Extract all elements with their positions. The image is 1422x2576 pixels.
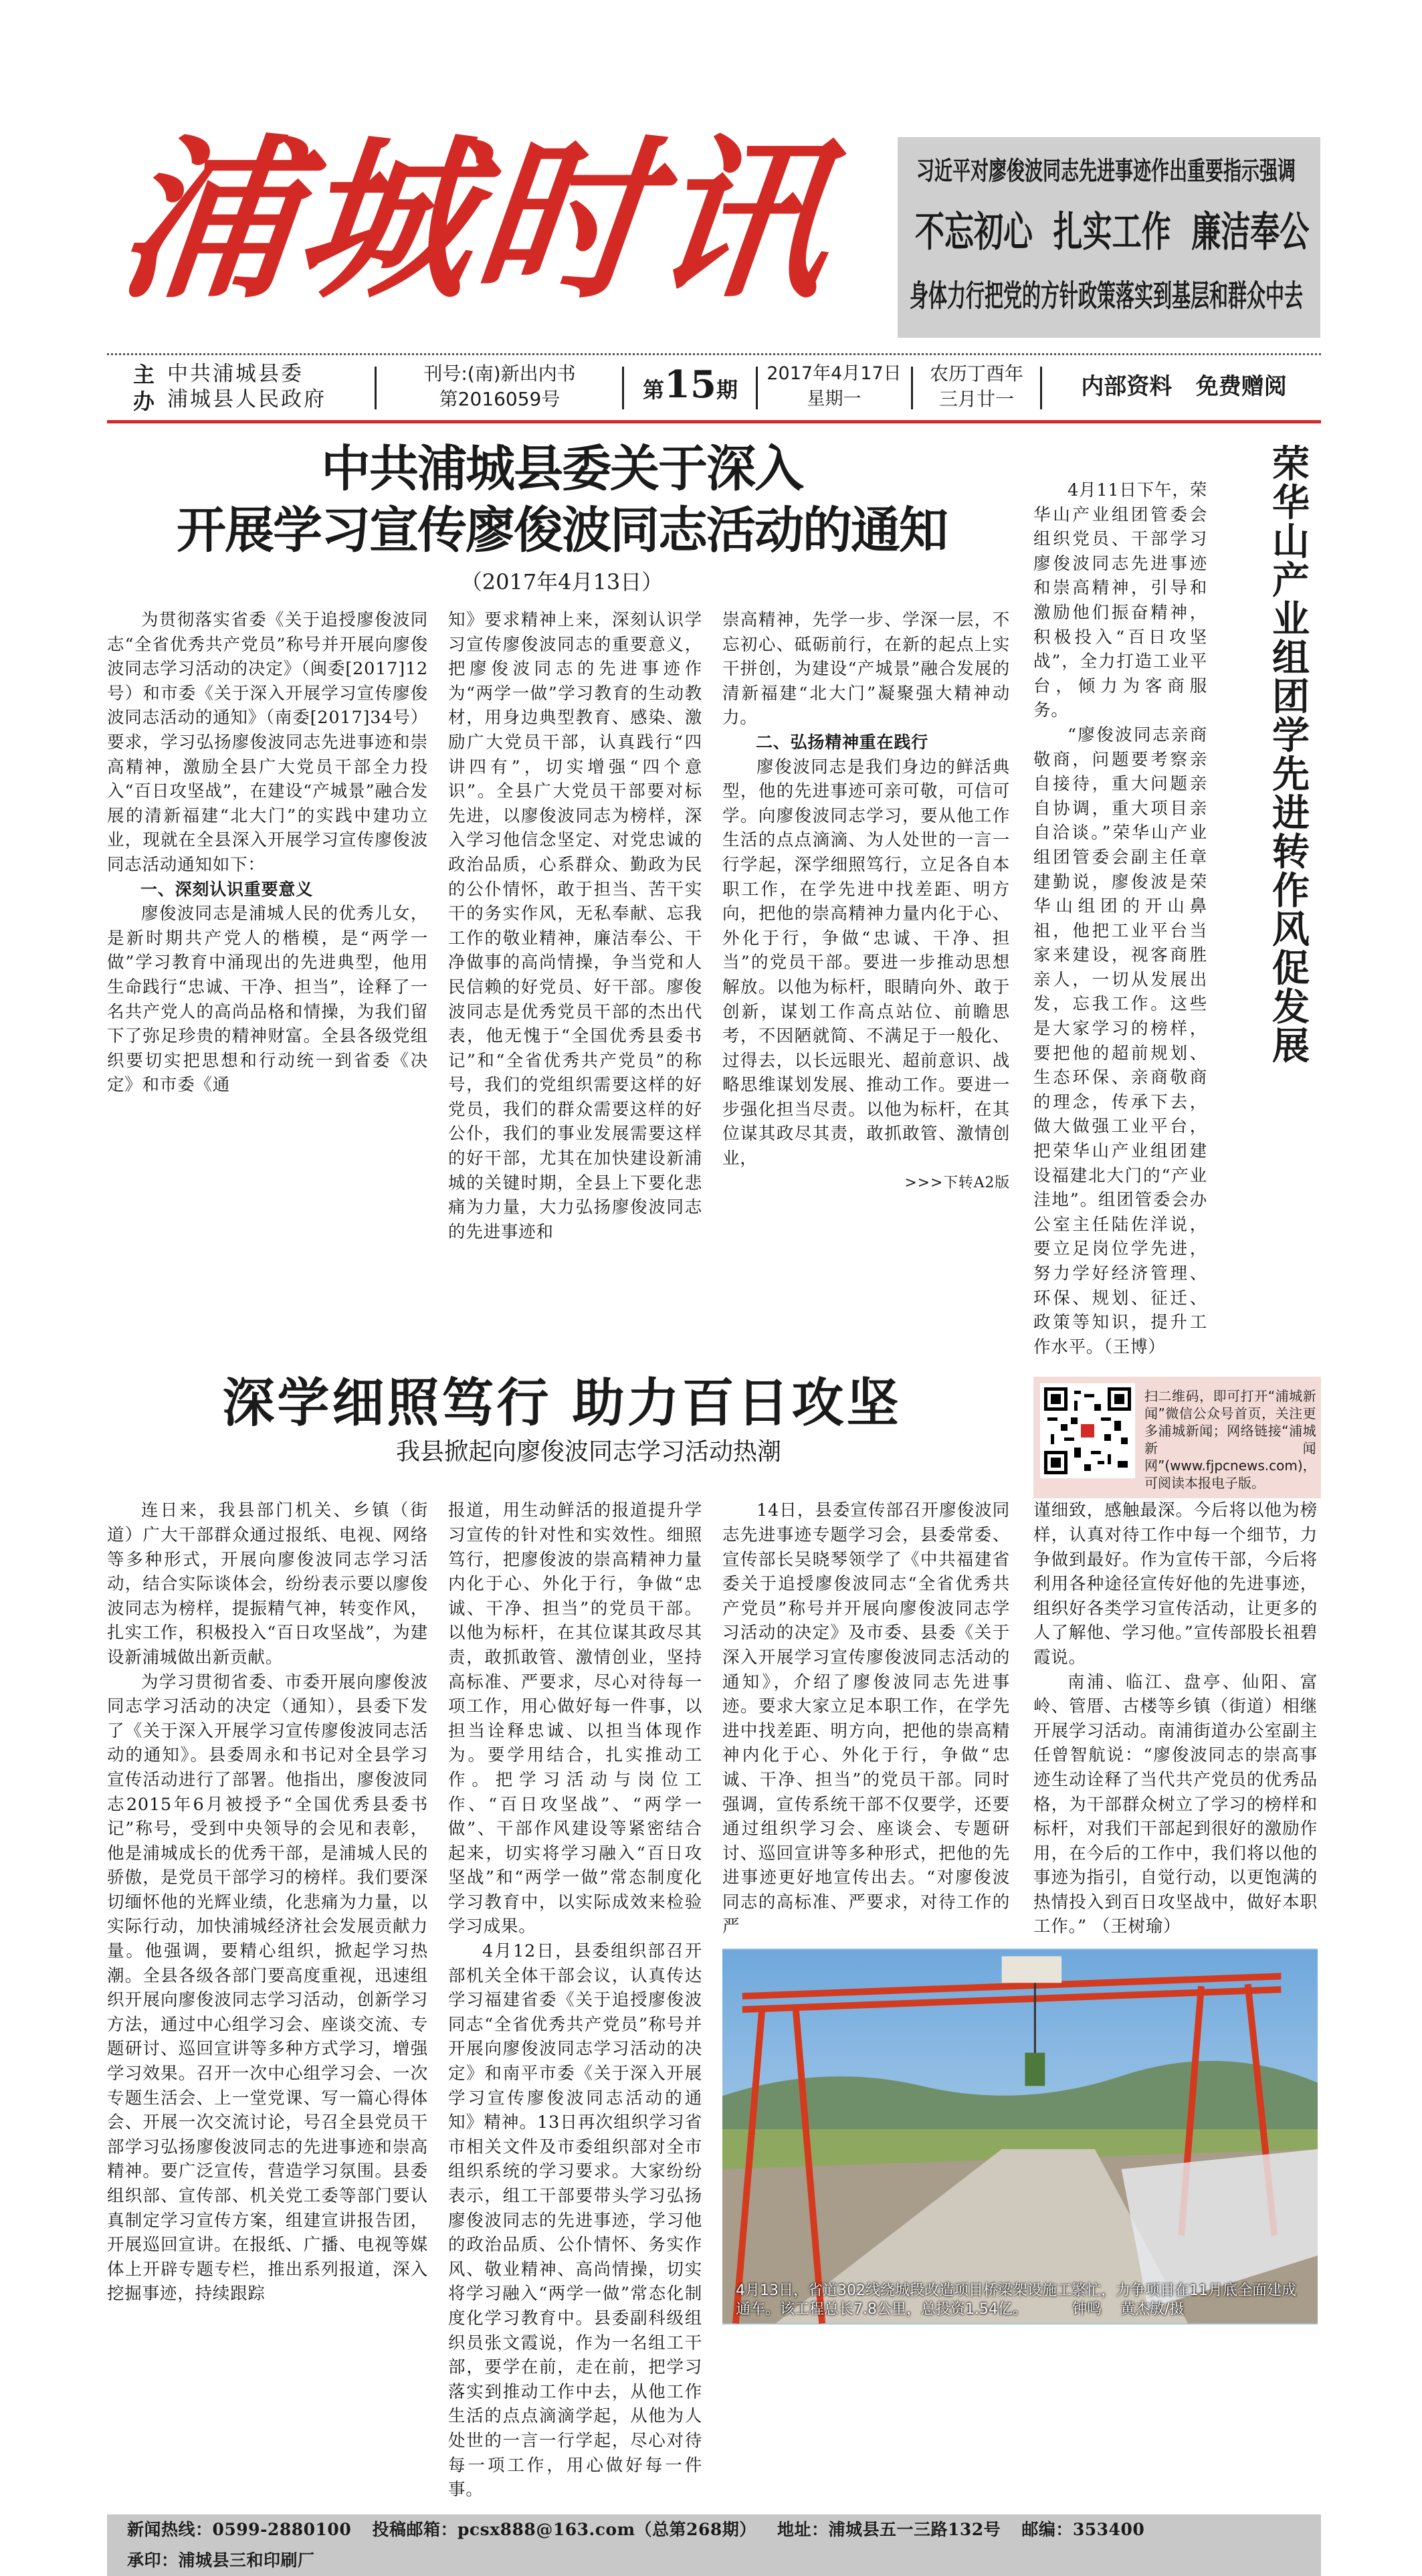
paragraph: 报道，用生动鲜活的报道提升学习宣传的针对性和实效性。细照笃行，把廖俊波的崇高精神力量内化于心、外化于行，争做“忠诚、干净、担当”的党员干部。以他为标杆，在其位谋其政尽其责，敢抓敢管、激情创业，坚持高标准、严要求，尽心对待每一项工作，用心做好每一件事，以担当诠释忠诚、以担当体现作为。要学用结合，扎实推动工作。把学习活动与岗位工作、“百日攻坚战”、“两学一做”、干部作风建设等紧密结合起来，切实将学习融入“百日攻坚战”和“两学一做”常态制度化学习教育中，以实际成效来检验学习成果。: [448, 1500, 702, 1937]
paragraph: 4月11日下午，荣华山产业组团管委会组织党员、干部学习廖俊波同志先进事迹和崇高精神，引导和激励他们振奋精神，积极投入“百日攻坚战”，全力打造工业平台，倾力为客商服务。: [1033, 480, 1207, 721]
paragraph: 14日，县委宣传部召开廖俊波同志先进事迹专题学习会，县委常委、宣传部长吴晓琴领学了《中共福建省委关于追授廖俊波同志“全省优秀共产党员”称号并开展向廖俊波同志学习活动的决定》及市委、县委《关于深入开展学习宣传廖俊波同志活动的通知》，介绍了廖俊波同志先进事迹。要求大家立足本职工作，在学先进中找差距、明方向，把他的崇高精神内化于心、外化于行，争做“忠诚、干净、担当”的党员干部。同时强调，宣传系统干部不仅要学，还要通过组织学习会、座谈会、专题研讨、巡回宣讲等多种形式，把他的先进事迹更好地宣传出去。“对廖俊波同志的高标准、严要求，对待工作的严: [722, 1500, 1010, 1937]
footer-postcode: 邮编：353400: [1021, 2519, 1145, 2539]
weekday: 星期一: [807, 389, 861, 409]
side-article-title[interactable]: 荣华山产业组团学先进转作风促发展: [1272, 442, 1310, 1068]
free-notice: 内部资料 免费赠阅: [1081, 373, 1287, 400]
paragraph: 连日来，我县部门机关、乡镇（街道）广大干部群众通过报纸、电视、网络等多种形式，开展向廖俊波同志学习活动，结合实际谈体会，纷纷表示要以廖俊波同志为榜样，提振精气神，转变作风，扎实工作，积极投入“百日攻坚战”，为建设新浦城做出新贡献。: [107, 1500, 428, 1668]
lead-headline[interactable]: [107, 438, 1017, 561]
second-column-1: [107, 1498, 428, 2306]
paragraph: “廖俊波同志亲商敬商，问题要考察亲自接待，重大问题亲自协调，重大项目亲自洽谈。”荣华山产业组团管委会副主任章建勤说，廖俊波是荣华山组团的开山鼻祖，他把工业平台当家来建设，视客商胜亲人，一切从发展出发，忘我工作。这些是大家学习的榜样，要把他的超前规划、生态环保、亲商敬商的理念，传承下去，做大做强工业平台，把荣华山产业组团建设福建北大门的“产业洼地”。组团管委会办公室主任陆佐洋说，要立足岗位学先进，努力学好经济管理、环保、规划、征迁、政策等知识，提升工作水平。（王博）: [1033, 724, 1207, 1357]
second-column-2: [448, 1498, 702, 2502]
headline-box-kicker: 习近平对廖俊波同志先进事迹作出重要指示强调: [916, 157, 1296, 186]
footer-email[interactable]: 投稿邮箱：pcsx888@163.com（总第268期）: [372, 2519, 756, 2539]
lead-column-3: [722, 608, 1010, 1195]
main-content: [107, 0, 1321, 2576]
issue-suffix: 期: [716, 377, 738, 403]
lead-section: [107, 438, 1321, 1359]
sponsor-party: 中共浦城县委: [167, 362, 304, 386]
qr-code-icon[interactable]: [1040, 1383, 1135, 1478]
paragraph: 知》要求精神上来，深刻认识学习宣传廖俊波同志的重要意义，把廖俊波同志的先进事迹作为“两学一做”学习教育的生动教材，用身边典型教育、感染、激励广大党员干部，认真践行“四讲四有”，切实增强“四个意识”。全县广大党员干部要对标先进，以廖俊波同志为榜样，深入学习他信念坚定、对党忠诚的政治品质，心系群众、勤政为民的公仆情怀，敢于担当、苦干实干的务实作风，无私奉献、忘我工作的敬业精神，廉洁奉公、干净做事的高尚情操，争当党和人民信赖的好党员、好干部。廖俊波同志是优秀党员干部的杰出代表，他无愧于“全国优秀县委书记”和“全省优秀共产党员”的称号，我们的党组织需要这样的好党员，我们的群众需要这样的好公仆，我们的事业发展需要这样的好干部，尤其在加快建设新浦城的关键时期，全县上下要化悲痛为力量，大力弘扬廖俊波同志的先进事迹和: [448, 610, 702, 1242]
paragraph: 崇高精神，先学一步、学深一层，不忘初心、砥砺前行，在新的起点上实干拼创，为建设“产城景”融合发展的清新福建“北大门”凝聚强大精神动力。: [722, 610, 1010, 728]
masthead-logo: 浦城时讯: [110, 118, 843, 322]
continued-link[interactable]: >>>下转A2版: [904, 1174, 1010, 1191]
paragraph: 为贯彻落实省委《关于追授廖俊波同志“全省优秀共产党员”称号并开展向廖俊波同志学习活动的决定》（闽委[2017]12号）和市委《关于深入开展学习宣传廖俊波同志活动的通知》（南委[2017]34号）要求，学习弘扬廖俊波同志先进事迹和崇高精神，激励全县广大党员干部全力投入“百日攻坚战”，在建设“产城景”融合发展的清新福建“北大门”的实践中建功立业，现就在全县深入开展学习宣传廖俊波同志活动通知如下：: [107, 610, 428, 875]
section-heading: 二、弘扬精神重在践行: [756, 732, 929, 752]
bridge-construction-image: [722, 1949, 1318, 2324]
construction-photo: [722, 1949, 1318, 2324]
paragraph: 廖俊波同志是浦城人民的优秀儿女，是新时期共产党人的楷模，是“两学一做”学习教育中涌现出的先进典型，他用生命践行“忠诚、干净、担当”，诠释了一名共产党人的高尚品格和情操，为我们留下了弥足珍贵的精神财富。全县各级党组织要切实把思想和行动统一到省委《决定》和市委《通: [107, 904, 428, 1096]
second-subtitle: 我县掀起向廖俊波同志学习活动热潮: [395, 1438, 781, 1466]
second-column-3: [722, 1498, 1010, 1939]
lunar-day: 三月廿一: [938, 388, 1014, 410]
lunar-year: 农历丁酉年: [929, 363, 1023, 385]
qr-instructions: 扫二维码，即可打开“浦城新闻”微信公众号首页，关注更多浦城新闻；网络链接“浦城新闻网”(www.fjpcnews.com)，可阅读本报电子版。: [1144, 1388, 1316, 1492]
section-heading: 一、深刻认识重要意义: [140, 879, 314, 899]
paragraph: 谨细致，感触最深。今后将以他为榜样，认真对待工作中每一个细节，力争做到最好。作为宣传干部，今后将利用各种途径宣传好他的先进事迹，组织好各类学习宣传活动，让更多的人了解他、学习他。”宣传部股长祖碧霞说。: [1033, 1500, 1318, 1668]
footer-address: 地址：浦城县五一三路132号: [777, 2519, 1001, 2539]
second-header-section: [107, 1370, 1321, 1498]
sponsor-label: 主办: [132, 362, 155, 414]
photo-caption: [736, 2282, 1304, 2319]
date: 2017年4月17日: [767, 363, 902, 384]
second-article: [107, 1498, 1321, 2502]
photo-credit: 钟鸣 黄杰敏/摄: [1072, 2301, 1185, 2318]
lead-headline-line1: 中共浦城县委关于深入: [321, 440, 803, 498]
issue-value: 15: [664, 363, 716, 407]
paragraph: 南浦、临江、盘亭、仙阳、富岭、管厝、古楼等乡镇（街道）相继开展学习活动。南浦街道办公室副主任曾智航说：“廖俊波同志的崇高事迹生动诠释了当代共产党员的优秀品格，为干部群众树立了学习的榜样和标杆，对我们干部起到很好的激励作用，在今后的工作中，我们将以他的事迹为指引，自觉行动，以更饱满的热情投入到百日攻坚战中，做好本职工作。” （王树瑜）: [1033, 1672, 1318, 1937]
paragraph: 廖俊波同志是我们身边的鲜活典型，他的先进事迹可亲可敬，可信可学。向廖俊波同志学习，要从他工作生活的点点滴滴、为人处世的一言一行学起，深学细照笃行，立足各自本职工作，在学先进中找差距、明方向，把他的崇高精神力量内化于心、外化于行，争做“忠诚、干净、担当”的党员干部。要进一步推动思想解放。以他为标杆，眼睛向外、敢于创新，谋划工作高点站位、前瞻思考，不因陋就简、不满足于一般化、过得去，以长远眼光、超前意识、战略思维谋划发展、推动工作。要进一步强化担当尽责。以他为标杆，在其位谋其政尽其责，敢抓敢管、激情创业，: [722, 757, 1010, 1169]
lead-column-2: [448, 608, 702, 1244]
headline-box-sub: 身体力行把党的方针政策落实到基层和群众中去: [910, 278, 1304, 314]
lead-headline-line2: 开展学习宣传廖俊波同志活动的通知: [177, 502, 947, 559]
lead-date: （2017年4月13日）: [460, 569, 664, 595]
second-headline[interactable]: 深学细照笃行 助力百日攻坚: [222, 1373, 902, 1434]
photo-caption-text: 4月13日，省道302线绕城段改造项目桥梁架设施工繁忙，力争项目在11月底全面建成通车。该工程总长7.8公里，总投资1.54亿。: [736, 2282, 1296, 2318]
lead-column-1: [107, 608, 428, 1098]
side-article: [1033, 438, 1321, 1359]
paragraph: 为学习贯彻省委、市委开展向廖俊波同志学习活动的决定（通知），县委下发了《关于深入开展学习宣传廖俊波同志活动的通知》。县委周永和书记对全县学习宣传活动进行了部署。他指出，廖俊波同志2015年6月被授予“全国优秀县委书记”称号，受到中央领导的会见和表彰，他是浦城成长的优秀干部，是浦城人民的骄傲，是党员干部学习的榜样。我们要深切缅怀他的光辉业绩，化悲痛为力量，以实际行动，加快浦城经济社会发展贡献力量。他强调，要精心组织，掀起学习热潮。全县各级各部门要高度重视，迅速组织开展向廖俊波同志学习活动，创新学习方法，通过中心组学习会、座谈交流、专题研讨、巡回宣讲等多种方式学习，增强学习效果。召开一次中心组学习会、一次专题生活会、上一堂党课、写一篇心得体会、开展一次交流讨论，号召全县党员干部学习弘扬廖俊波同志的先进事迹和崇高精神。要广泛宣传，营造学习氛围。县委组织部、宣传部、机关党工委等部门要认真制定学习宣传方案，组建宣讲报告团，开展巡回宣讲。在报纸、广播、电视等媒体上开辟专题专栏，推出系列报道，深入挖掘事迹，持续跟踪: [107, 1672, 428, 2304]
issue-prefix: 第: [643, 377, 665, 403]
footer-bar: [107, 2514, 1321, 2576]
paragraph: 4月12日，县委组织部召开部机关全体干部会议，认真传达学习福建省委《关于追授廖俊波同志“全省优秀共产党员”称号并开展向廖俊波同志学习活动的决定》和南平市委《关于深入开展学习宣传廖俊波同志活动的通知》精神。13日再次组织学习省市相关文件及市委组织部对全市组织系统的学习要求。大家纷纷表示，组工干部要带头学习弘扬廖俊波同志的先进事迹，学习他的政治品质、公仆情怀、务实作风、敬业精神、高尚情操，切实将学习融入“两学一做”常态化制度化学习教育中。县委副科级组织员张文霞说，作为一名组工干部，要学在前，走在前，把学习落实到推动工作中去，从他工作生活的点点滴滴学起，从他为人处世的一言一行学起，尽心对待每一项工作，用心做好每一件事。: [448, 1941, 702, 2500]
side-article-body: [1033, 478, 1207, 1359]
footer-printer: 承印：浦城县三和印刷厂: [127, 2550, 315, 2570]
second-column-4: [1033, 1498, 1318, 1939]
publication-number-line1: 刊号:(南)新出内书: [423, 363, 576, 385]
qr-box: [1033, 1377, 1321, 1498]
lead-article: [107, 438, 1017, 1244]
sponsor-government: 浦城县人民政府: [167, 387, 326, 411]
publication-number-line2: 第2016059号: [439, 388, 561, 410]
footer-hotline: 新闻热线：0599-2880100: [127, 2519, 352, 2539]
headline-box-main: 不忘初心 扎实工作 廉洁奉公: [915, 208, 1310, 256]
